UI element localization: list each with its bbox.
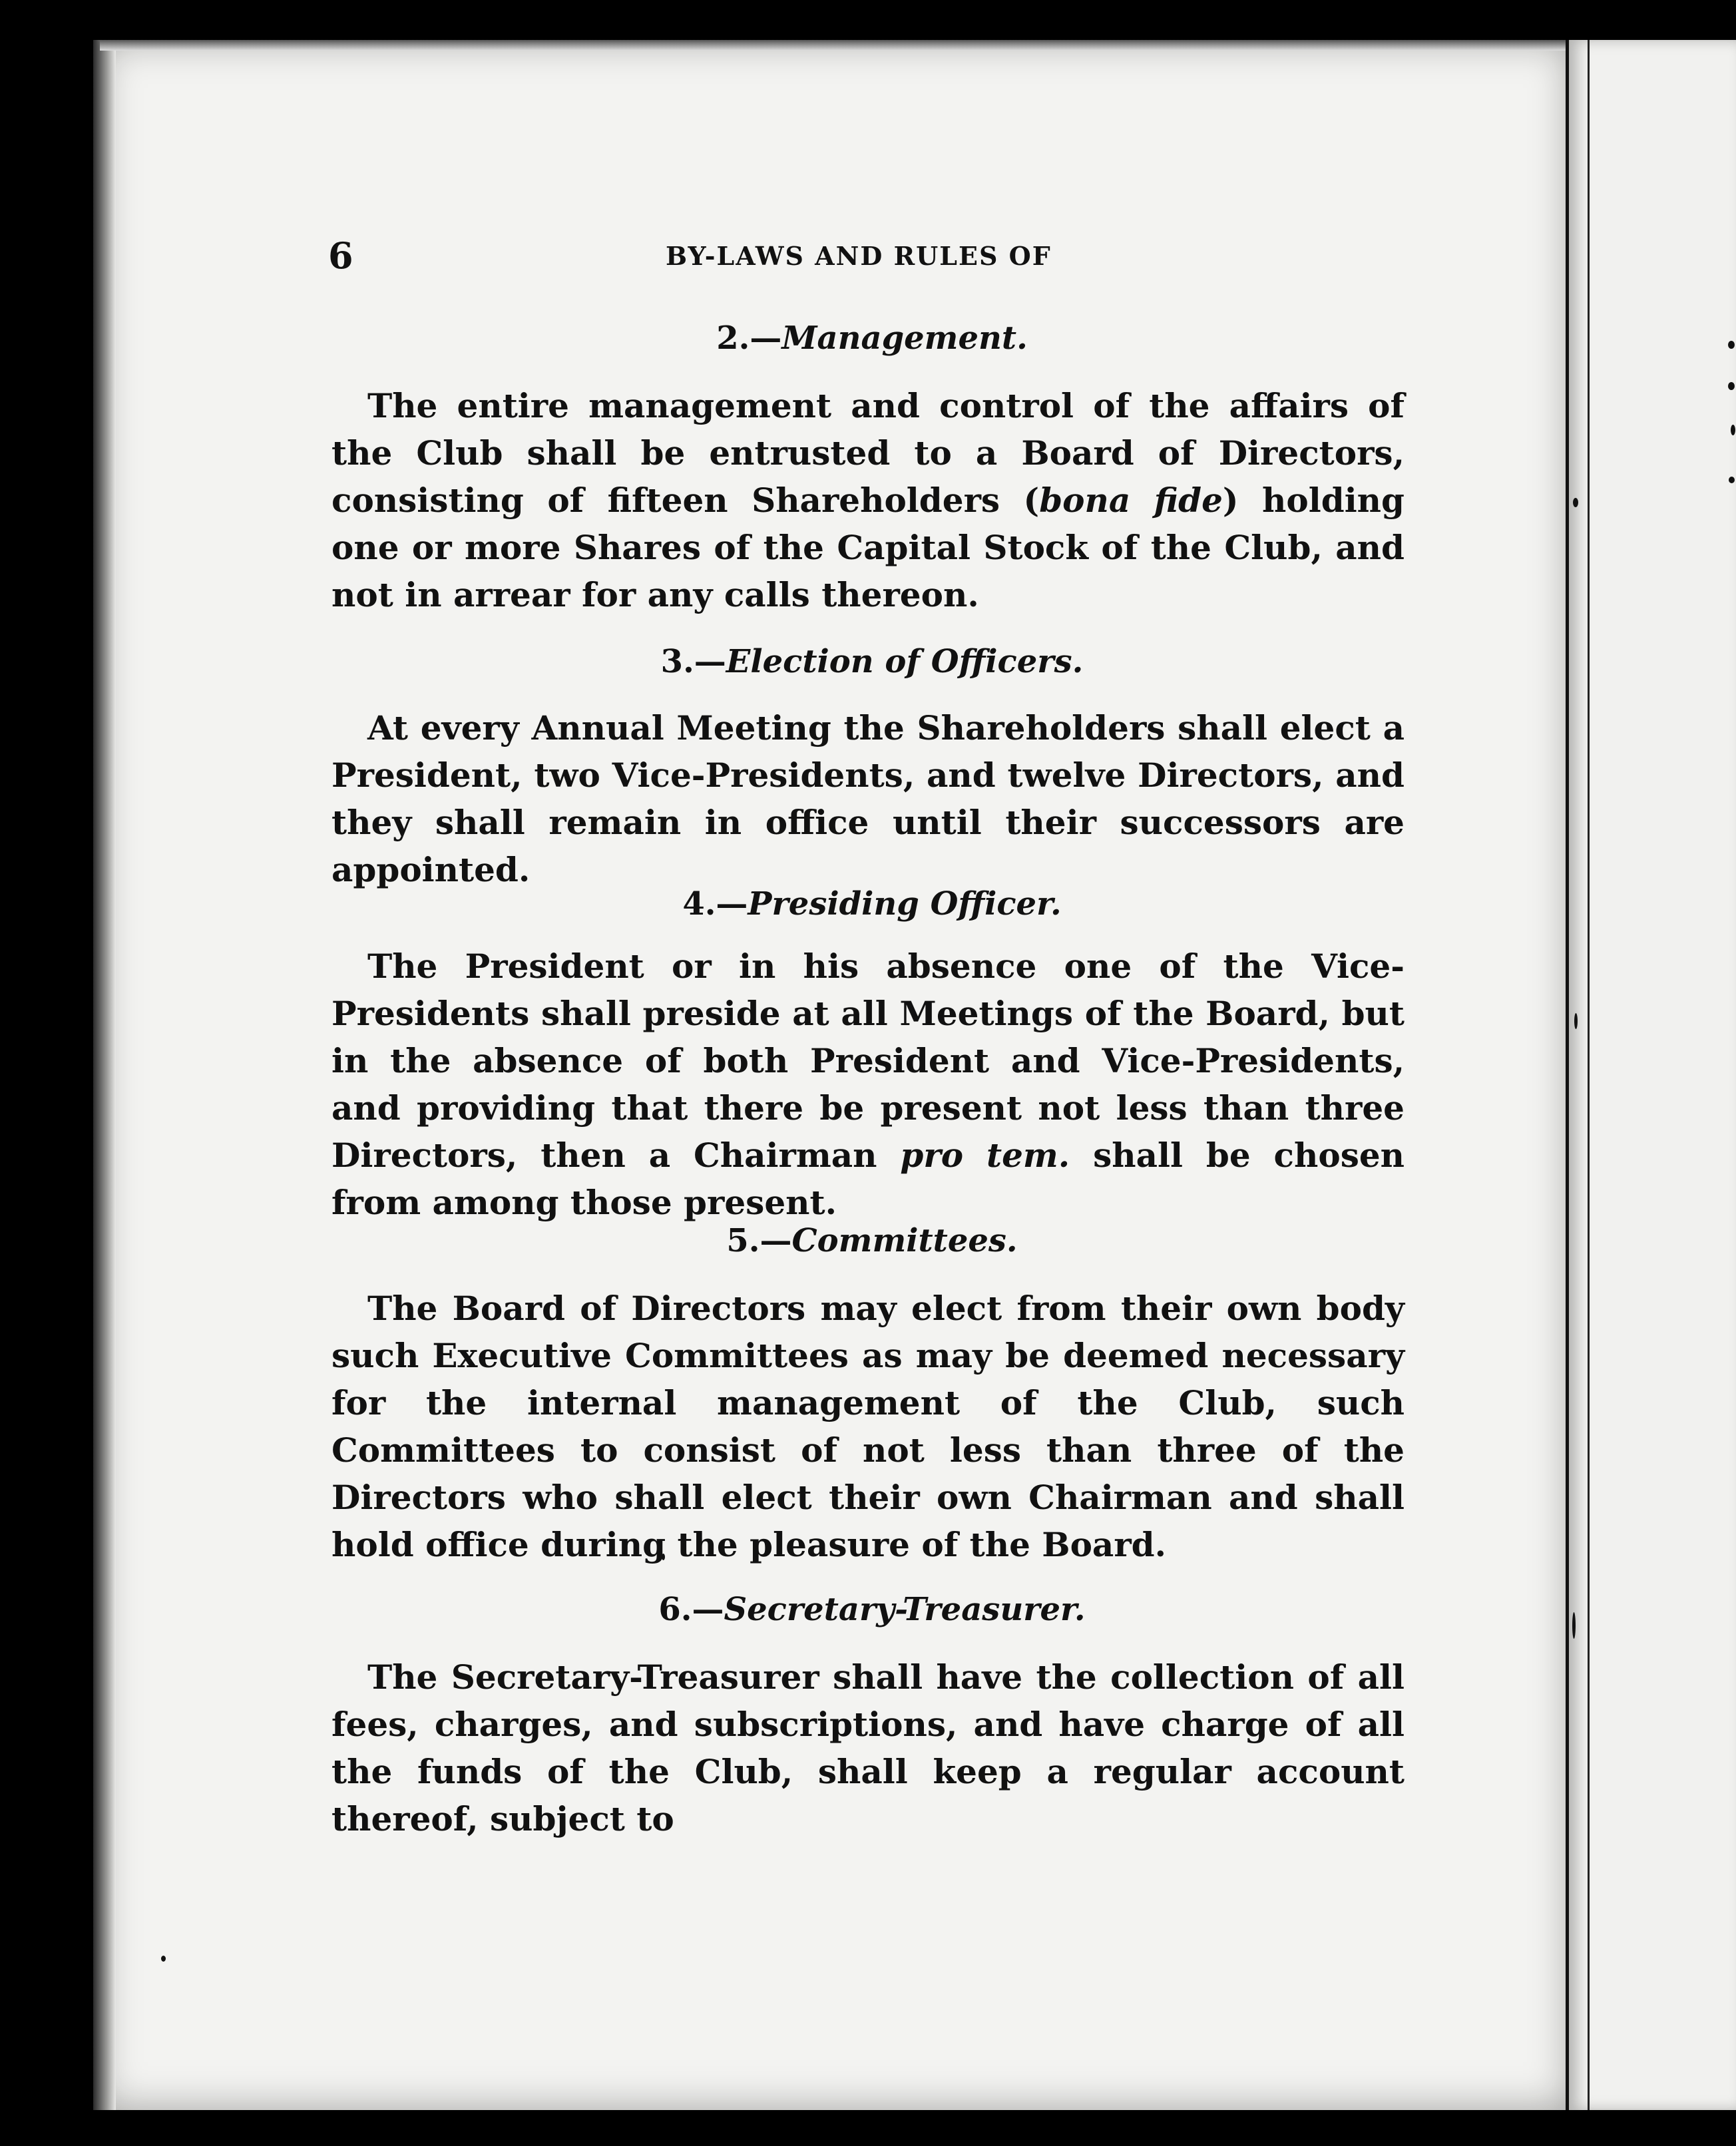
body-text: The entire management and control of the affairs of the Club shall be entrusted to a Board of Directors, consisting of fifteen Shareholders ( (331, 386, 1405, 520)
facing-page-line (1588, 40, 1590, 2110)
body-text: The Secretary-Treasurer shall have the collection of all fees, charges, and subscriptions, and have charge of all the funds of the Club, shall keep a regular account thereof, subject to (331, 1657, 1405, 1838)
section-body-presiding-officer (331, 943, 1405, 1226)
section-title: Secretary-Treasurer. (724, 1591, 1086, 1628)
page-number: 6 (328, 234, 353, 277)
body-text-italic: bona fide (1039, 481, 1223, 520)
running-head: BY-LAWS AND RULES OF (666, 241, 1052, 271)
fleck-mark (161, 1956, 166, 1962)
fleck-mark (1572, 1612, 1576, 1639)
fleck-mark (1573, 498, 1578, 507)
section-title: Election of Officers. (726, 643, 1084, 680)
section-number: 6.— (658, 1591, 724, 1628)
section-body-management (331, 382, 1405, 618)
fleck-mark (1731, 425, 1735, 435)
section-number: 5.— (726, 1222, 792, 1259)
section-body-election-of-officers (331, 704, 1405, 893)
section-body-committees (331, 1285, 1405, 1568)
section-heading-committees (333, 1222, 1411, 1259)
fleck-mark (1728, 382, 1735, 390)
body-text: shall be chosen from among those present. (331, 1136, 1405, 1222)
page-left-edge (93, 40, 116, 2110)
facing-page-edge (1569, 40, 1736, 2110)
section-number: 3.— (660, 643, 726, 680)
section-number: 2.— (716, 320, 782, 357)
section-heading-presiding-officer (333, 885, 1411, 923)
section-title: Presiding Officer. (748, 885, 1062, 923)
section-title: Management. (781, 320, 1028, 357)
section-heading-election-of-officers (333, 643, 1411, 680)
page-top-edge (100, 40, 1571, 51)
fleck-mark (1729, 477, 1735, 483)
body-text: ) holding one or more Shares of the Capital Stock of the Club, and not in arrear for any calls thereon. (331, 481, 1405, 614)
body-text: The Board of Directors may elect from their own body such Executive Committees as may be deemed necessary for the internal management of the Club, such Committees to consist of not less than three of the Directors who shall elect their own Chairman and shall hold office during the pleasure of the Board. (331, 1289, 1405, 1564)
body-text-italic: pro tem. (900, 1136, 1070, 1175)
section-heading-secretary-treasurer (333, 1591, 1411, 1628)
body-text: The President or in his absence one of the Vice-Presidents shall preside at all Meetings of the Board, but in the absence of both President and Vice-Presidents, and providing that there be present not less than three Directors, then a Chairman (331, 947, 1405, 1175)
section-body-secretary-treasurer (331, 1653, 1405, 1842)
section-number: 4.— (682, 885, 748, 923)
gutter-line (1566, 40, 1569, 2110)
fleck-mark (1574, 1013, 1578, 1029)
section-heading-management (333, 320, 1411, 357)
fleck-mark (1728, 341, 1735, 349)
section-title: Committees. (791, 1222, 1018, 1259)
body-text: At every Annual Meeting the Shareholders shall elect a President, two Vice-Presidents, and twelve Directors, and they shall remain in office until their successors are appointed. (331, 708, 1405, 889)
